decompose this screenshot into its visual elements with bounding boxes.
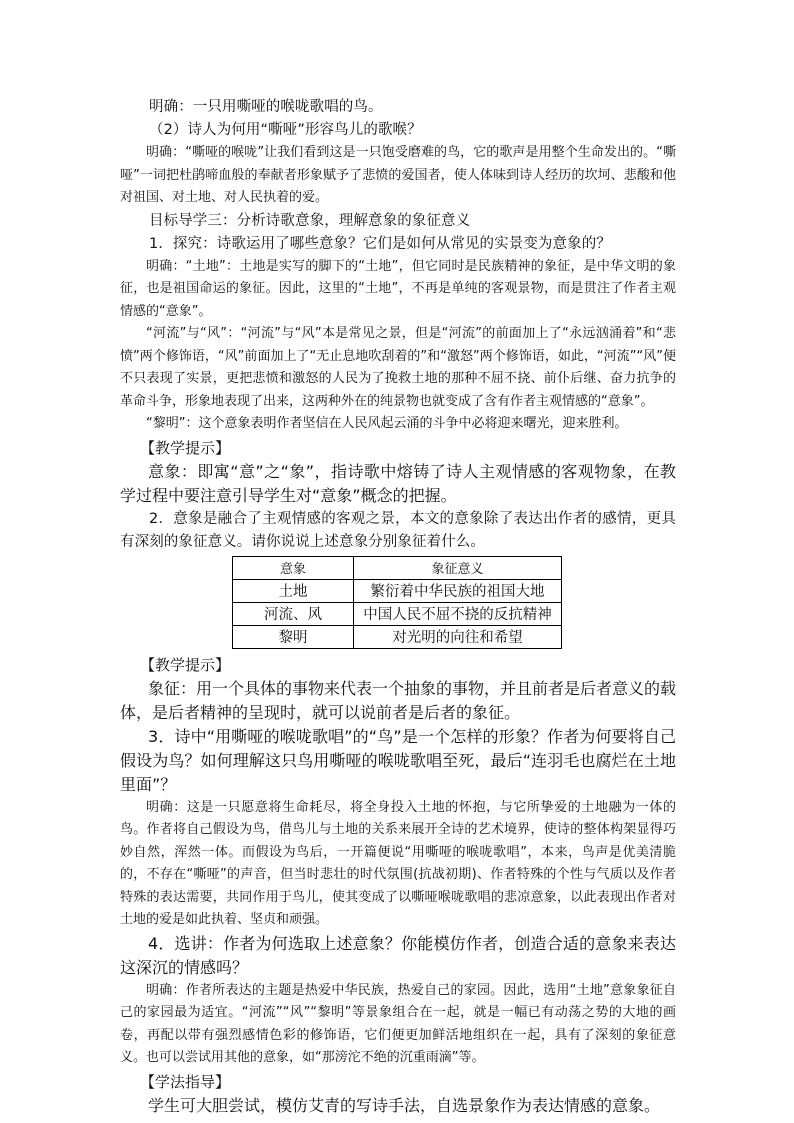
table-row: [233, 579, 562, 602]
question-explore: 1．探究：诗歌运用了哪些意象？它们是如何从常见的实景变为意象的？: [149, 235, 611, 252]
table-header-row: [233, 556, 562, 579]
answer-land: 明确：“土地”：土地是实写的脚下的“土地”，但它同时是民族精神的象征，是中华文明的象征，也是祖国命运的象征。因此，这里的“土地”，不再是单纯的客观景物，而是贯注了作者主观情感的“意象”。: [120, 258, 676, 319]
answer-dawn: “黎明”：这个意象表明作者坚信在人民风起云涌的斗争中必将迎来曙光，迎来胜利。: [146, 416, 628, 431]
table-cell-meaning: 对光明的向往和希望: [354, 625, 562, 648]
table-row: [233, 602, 562, 625]
table-cell-meaning: 中国人民不屈不挠的反抗精神: [354, 602, 562, 625]
symbolism-table: [232, 556, 562, 649]
table-cell-imagery: 河流、风: [233, 602, 354, 625]
tip-symbol: 象征：用一个具体的事物来代表一个抽象的事物，并且前者是后者意义的载体，是后者精神的呈现时，就可以说前者是后者的象征。: [120, 678, 677, 722]
answer-bird-image: 明确：这是一只愿意将生命耗尽，将全身投入土地的怀抱，与它所挚爱的土地融为一体的鸟。作者将自己假设为鸟，借鸟儿与土地的关系来展开全诗的艺术境界，使诗的整体构架显得巧妙自然，浑然一体。而假设为鸟后，一开篇便说“用嘶哑的喉咙歌唱”，本来，鸟声是优美清脆的，不存在“嘶哑”的声音，但当时悲壮的时代氛围(抗战初期)、作者特殊的个性与气质以及作者特殊的表达需要，共同作用于鸟儿，使其变成了以嘶哑喉咙歌唱的悲凉意象，以此表现出作者对土地的爱是如此执着、坚贞和顽强。: [120, 799, 676, 927]
tip-imagery: 意象：即寓“意”之“象”，指诗歌中熔铸了诗人主观情感的客观物象，在教学过程中要注意引导学生对“意象”概念的把握。: [120, 461, 676, 505]
question-bird-image: 3．诗中“用嘶哑的喉咙歌唱”的“鸟”是一个怎样的形象？作者为何要将自己假设为鸟？如何理解这只鸟用嘶哑的喉咙歌唱至死，最后“连羽毛也腐烂在土地里面”？: [120, 726, 676, 794]
teaching-tip-heading: 【教学提示】: [140, 655, 231, 674]
question-hoarse: （2）诗人为何用“嘶哑”形容鸟儿的歌喉？: [149, 122, 422, 138]
answer-hoarse: 明确：“嘶哑的喉咙”让我们看到这是一只饱受磨难的鸟，它的歌声是用整个生命发出的。“嘶哑”一词把杜鹃啼血般的奉献者形象赋予了悲愤的爱国者，使人体味到诗人经历的坎坷、悲酸和他对祖国、对土地、对人民执着的爱。: [120, 145, 676, 205]
answer-select: 明确：作者所表达的主题是热爱中华民族，热爱自己的家园。因此，选用“土地”意象象征自己的家园最为适宜。“河流”“风”“黎明”等景象组合在一起，就是一幅已有动荡之势的大地的画卷，再配以带有强烈感情色彩的修饰语，它们便更加鲜活地组织在一起，具有了深刻的象征意义。也可以尝试用其他的意象，如“那滂沱不绝的沉重雨滴”等。: [120, 982, 676, 1065]
teaching-tip-heading: 【教学提示】: [140, 438, 231, 457]
table-header-imagery: 意象: [233, 556, 354, 579]
question-select: 4．选讲：作者为何选取上述意象？你能模仿作者，创造合适的意象来表达这深沉的情感吗？: [120, 933, 676, 977]
table-header-meaning: 象征意义: [354, 556, 562, 579]
question-symbolism: 2．意象是融合了主观情感的客观之景，本文的意象除了表达出作者的感情，更具有深刻的象征意义。请你说说上述意象分别象征着什么。: [120, 510, 676, 550]
study-guide-heading: 【学法指导】: [140, 1072, 231, 1091]
answer-river-wind: “河流”与“风”：“河流”与“风”本是常见之景，但是“河流”的前面加上了“永远汹涌着”和“悲愤”两个修饰语，“风”前面加上了“无止息地吹刮着的”和“激怒”两个修饰语，如此，“河流”“风”便不只表现了实景，更把悲愤和激怒的人民为了挽救土地的那种不屈不挠、前仆后继、奋力抗争的革命斗争，形象地表现了出来，这两种外在的纯景物也就变成了含有作者主观情感的“意象”。: [120, 326, 676, 409]
section-heading-three: 目标导学三：分析诗歌意象，理解意象的象征意义: [149, 212, 471, 229]
answer-bird: 明确：一只用嘶哑的喉咙歌唱的鸟。: [149, 99, 383, 115]
document-page: [120, 96, 676, 1118]
table-row: [233, 625, 562, 648]
table-cell-imagery: 土地: [233, 579, 354, 602]
table-cell-meaning: 繁衍着中华民族的祖国大地: [354, 579, 562, 602]
study-guide-text: 学生可大胆尝试，模仿艾青的写诗手法，自选景象作为表达情感的意象。: [148, 1095, 661, 1115]
table-cell-imagery: 黎明: [233, 625, 354, 648]
